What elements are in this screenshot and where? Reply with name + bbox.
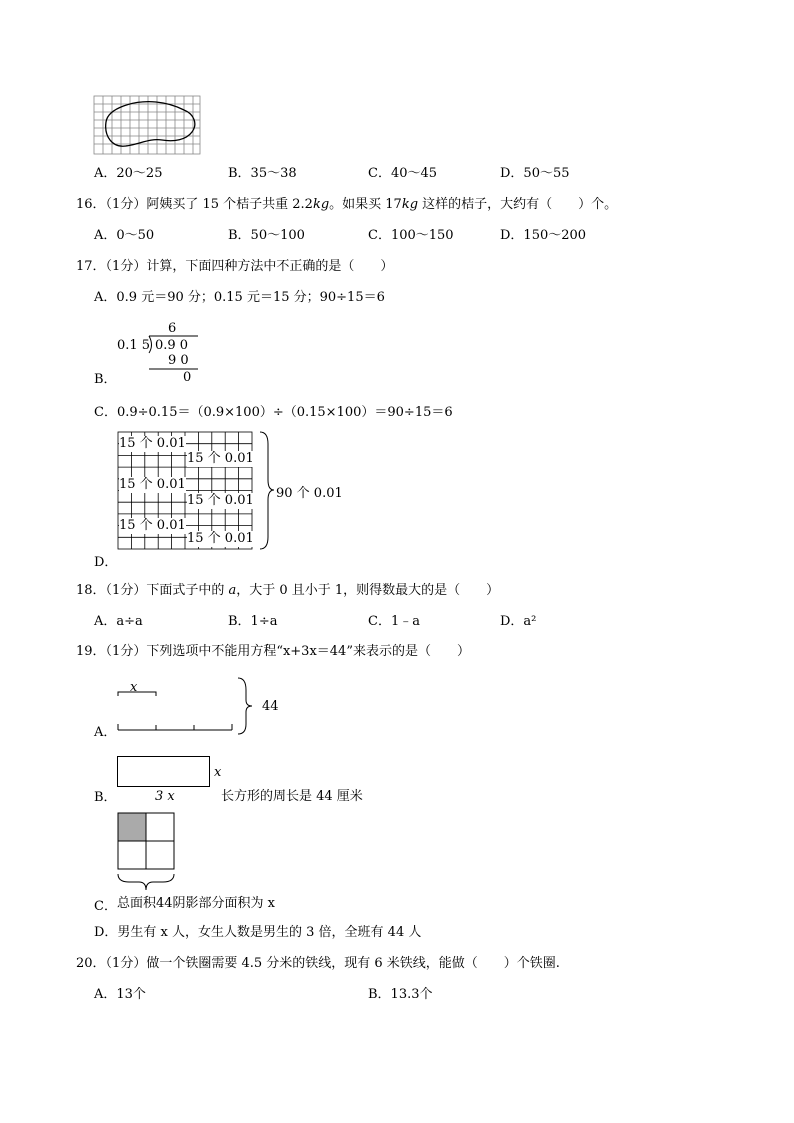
- q19-stem: 19．（1分）下列选项中不能用方程“x+3x＝44”来表示的是（ ）: [76, 644, 470, 659]
- rect-perimeter-text: 长方形的周长是 44 厘米: [221, 789, 363, 804]
- grid-label-2: 15 个 0.01: [187, 451, 254, 466]
- q19-option-d[interactable]: D．男生有 x 人，女生人数是男生的 3 倍，全班有 44 人: [94, 925, 422, 940]
- division-divisor: 0.1 5: [117, 338, 151, 353]
- division-quotient: 6: [168, 321, 177, 336]
- q16-option-a[interactable]: A．0～50: [94, 228, 155, 243]
- rect-side-label: x: [214, 765, 222, 780]
- q16-option-c[interactable]: C．100～150: [368, 228, 454, 243]
- segment-diagram: [116, 678, 266, 738]
- q20-option-a[interactable]: A．13个: [94, 987, 146, 1002]
- q17-option-b[interactable]: B．: [94, 372, 117, 387]
- q19-option-b[interactable]: B．: [94, 790, 117, 805]
- right-curly-brace: [260, 432, 274, 549]
- brace-total-label: 90 个 0.01: [276, 486, 343, 501]
- q17-option-a[interactable]: A．0.9 元＝90 分；0.15 元＝15 分；90÷15＝6: [94, 290, 385, 305]
- division-product: 9 0: [168, 353, 189, 368]
- q15-option-b[interactable]: B．35～38: [228, 166, 297, 181]
- square-grid-diagram: [117, 812, 177, 896]
- q15-option-d[interactable]: D．50～55: [500, 166, 570, 181]
- q17-option-d[interactable]: D．: [94, 555, 118, 570]
- grid-label-3: 15 个 0.01: [119, 477, 186, 492]
- q17-option-c[interactable]: C．0.9÷0.15＝（0.9×100）÷（0.15×100）＝90÷15＝6: [94, 405, 453, 420]
- grid-label-5: 15 个 0.01: [119, 518, 186, 533]
- q15-option-c[interactable]: C．40～45: [368, 166, 438, 181]
- q15-option-a[interactable]: A．20～25: [94, 166, 163, 181]
- q18-option-c[interactable]: C．1﹣a: [368, 614, 420, 629]
- q19-option-a[interactable]: A．: [94, 725, 117, 740]
- q16-stem: 16．（1分）阿姨买了 15 个桔子共重 2.2kg。如果买 17kg 这样的桔子，大约有（ ）个。: [76, 197, 618, 212]
- rectangle-diagram: [117, 756, 217, 790]
- grid-label-4: 15 个 0.01: [187, 493, 254, 508]
- rect-length-label: 3 x: [155, 789, 175, 804]
- q16-option-d[interactable]: D．150～200: [500, 228, 587, 243]
- option-c-text: 总面积44阴影部分面积为 x: [116, 896, 275, 911]
- q20-option-b[interactable]: B．13.3个: [368, 987, 433, 1002]
- q20-stem: 20．（1分）做一个铁圈需要 4.5 分米的铁线，现有 6 米铁线，能做（ ）个铁圈.: [76, 956, 560, 971]
- segment-var-label: x: [130, 680, 138, 695]
- q18-option-d[interactable]: D．a²: [500, 614, 537, 629]
- q18-option-a[interactable]: A．a÷a: [94, 614, 143, 629]
- q17-stem: 17．（1分）计算，下面四种方法中不正确的是（ ）: [76, 259, 394, 274]
- q18-stem: 18．（1分）下面式子中的 a，大于 0 且小于 1，则得数最大的是（ ）: [76, 583, 500, 598]
- q18-option-b[interactable]: B．1÷a: [228, 614, 278, 629]
- grid-label-6: 15 个 0.01: [187, 531, 254, 546]
- q19-option-c[interactable]: C．总面积44阴影部分面积为 x: [94, 896, 275, 914]
- segment-total-label: 44: [262, 699, 279, 714]
- footprint-grid-figure: [94, 96, 202, 156]
- footprint-outline: [106, 102, 195, 147]
- division-dividend: 0.9 0: [155, 338, 189, 353]
- division-remainder: 0: [183, 370, 192, 385]
- q16-option-b[interactable]: B．50～100: [228, 228, 305, 243]
- grid-label-1: 15 个 0.01: [119, 436, 186, 451]
